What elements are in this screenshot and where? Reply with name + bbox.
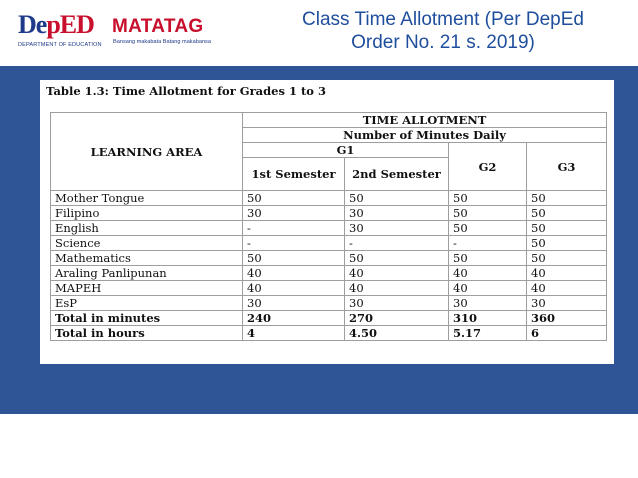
header-g1: G1 bbox=[243, 143, 449, 158]
cell-area: Science bbox=[51, 236, 243, 251]
table-row bbox=[51, 266, 607, 281]
deped-wordmark: DepED bbox=[18, 10, 94, 39]
cell-g3: 30 bbox=[527, 296, 607, 311]
header-g2: G2 bbox=[449, 143, 527, 191]
cell-1st-sem: - bbox=[243, 221, 345, 236]
cell-1st-sem: 50 bbox=[243, 251, 345, 266]
cell-area: Mathematics bbox=[51, 251, 243, 266]
slide-title-line2: Order No. 21 s. 2019) bbox=[351, 32, 535, 53]
table-total-row bbox=[51, 311, 607, 326]
table-row bbox=[51, 296, 607, 311]
table-row bbox=[51, 251, 607, 266]
cell-2nd-sem: 30 bbox=[345, 221, 449, 236]
cell-g3: 360 bbox=[527, 311, 607, 326]
table-row bbox=[51, 206, 607, 221]
cell-2nd-sem: 30 bbox=[345, 206, 449, 221]
cell-2nd-sem: 270 bbox=[345, 311, 449, 326]
table-row bbox=[51, 191, 607, 206]
cell-area: Filipino bbox=[51, 206, 243, 221]
deped-subtitle: DEPARTMENT OF EDUCATION bbox=[18, 42, 102, 48]
cell-2nd-sem: 40 bbox=[345, 281, 449, 296]
cell-g2: 40 bbox=[449, 266, 527, 281]
cell-g3: 50 bbox=[527, 236, 607, 251]
table-total-row bbox=[51, 326, 607, 341]
cell-area: Total in hours bbox=[51, 326, 243, 341]
cell-g3: 40 bbox=[527, 266, 607, 281]
cell-2nd-sem: 50 bbox=[345, 251, 449, 266]
cell-1st-sem: 30 bbox=[243, 296, 345, 311]
deped-logo bbox=[18, 8, 100, 54]
cell-g3: 6 bbox=[527, 326, 607, 341]
table-row bbox=[51, 221, 607, 236]
cell-g2: - bbox=[449, 236, 527, 251]
cell-g3: 50 bbox=[527, 191, 607, 206]
cell-area: English bbox=[51, 221, 243, 236]
cell-g2: 50 bbox=[449, 191, 527, 206]
table-caption: Table 1.3: Time Allotment for Grades 1 to 3 bbox=[46, 84, 326, 98]
header-time-allotment: TIME ALLOTMENT bbox=[243, 113, 607, 128]
time-allotment-table-image bbox=[40, 80, 614, 364]
matatag-logo bbox=[112, 8, 224, 54]
header-learning-area: LEARNING AREA bbox=[51, 113, 243, 191]
header-g3: G3 bbox=[527, 143, 607, 191]
table-row bbox=[51, 281, 607, 296]
header-1st-semester: 1st Semester bbox=[243, 158, 345, 191]
table-row bbox=[51, 236, 607, 251]
matatag-wordmark: MATATAG bbox=[112, 16, 204, 37]
cell-area: Mother Tongue bbox=[51, 191, 243, 206]
cell-g3: 40 bbox=[527, 281, 607, 296]
cell-g3: 50 bbox=[527, 221, 607, 236]
cell-2nd-sem: - bbox=[345, 236, 449, 251]
cell-g3: 50 bbox=[527, 206, 607, 221]
cell-area: EsP bbox=[51, 296, 243, 311]
cell-g2: 50 bbox=[449, 206, 527, 221]
cell-area: Araling Panlipunan bbox=[51, 266, 243, 281]
cell-1st-sem: 240 bbox=[243, 311, 345, 326]
cell-1st-sem: 4 bbox=[243, 326, 345, 341]
time-allotment-table bbox=[50, 112, 607, 341]
slide-title bbox=[258, 8, 628, 54]
matatag-tagline: Bansang makabata Batang makabansa bbox=[113, 39, 211, 45]
cell-2nd-sem: 30 bbox=[345, 296, 449, 311]
header-2nd-semester: 2nd Semester bbox=[345, 158, 449, 191]
cell-2nd-sem: 40 bbox=[345, 266, 449, 281]
cell-g2: 50 bbox=[449, 221, 527, 236]
cell-1st-sem: 40 bbox=[243, 281, 345, 296]
cell-area: MAPEH bbox=[51, 281, 243, 296]
cell-g2: 50 bbox=[449, 251, 527, 266]
cell-g2: 310 bbox=[449, 311, 527, 326]
cell-1st-sem: 30 bbox=[243, 206, 345, 221]
cell-2nd-sem: 4.50 bbox=[345, 326, 449, 341]
cell-g2: 40 bbox=[449, 281, 527, 296]
slide-header bbox=[0, 0, 638, 64]
cell-2nd-sem: 50 bbox=[345, 191, 449, 206]
cell-g2: 5.17 bbox=[449, 326, 527, 341]
cell-g3: 50 bbox=[527, 251, 607, 266]
cell-area: Total in minutes bbox=[51, 311, 243, 326]
cell-1st-sem: 50 bbox=[243, 191, 345, 206]
slide-title-line1: Class Time Allotment (Per DepEd bbox=[302, 9, 584, 30]
header-minutes-daily: Number of Minutes Daily bbox=[243, 128, 607, 143]
cell-1st-sem: 40 bbox=[243, 266, 345, 281]
cell-1st-sem: - bbox=[243, 236, 345, 251]
cell-g2: 30 bbox=[449, 296, 527, 311]
